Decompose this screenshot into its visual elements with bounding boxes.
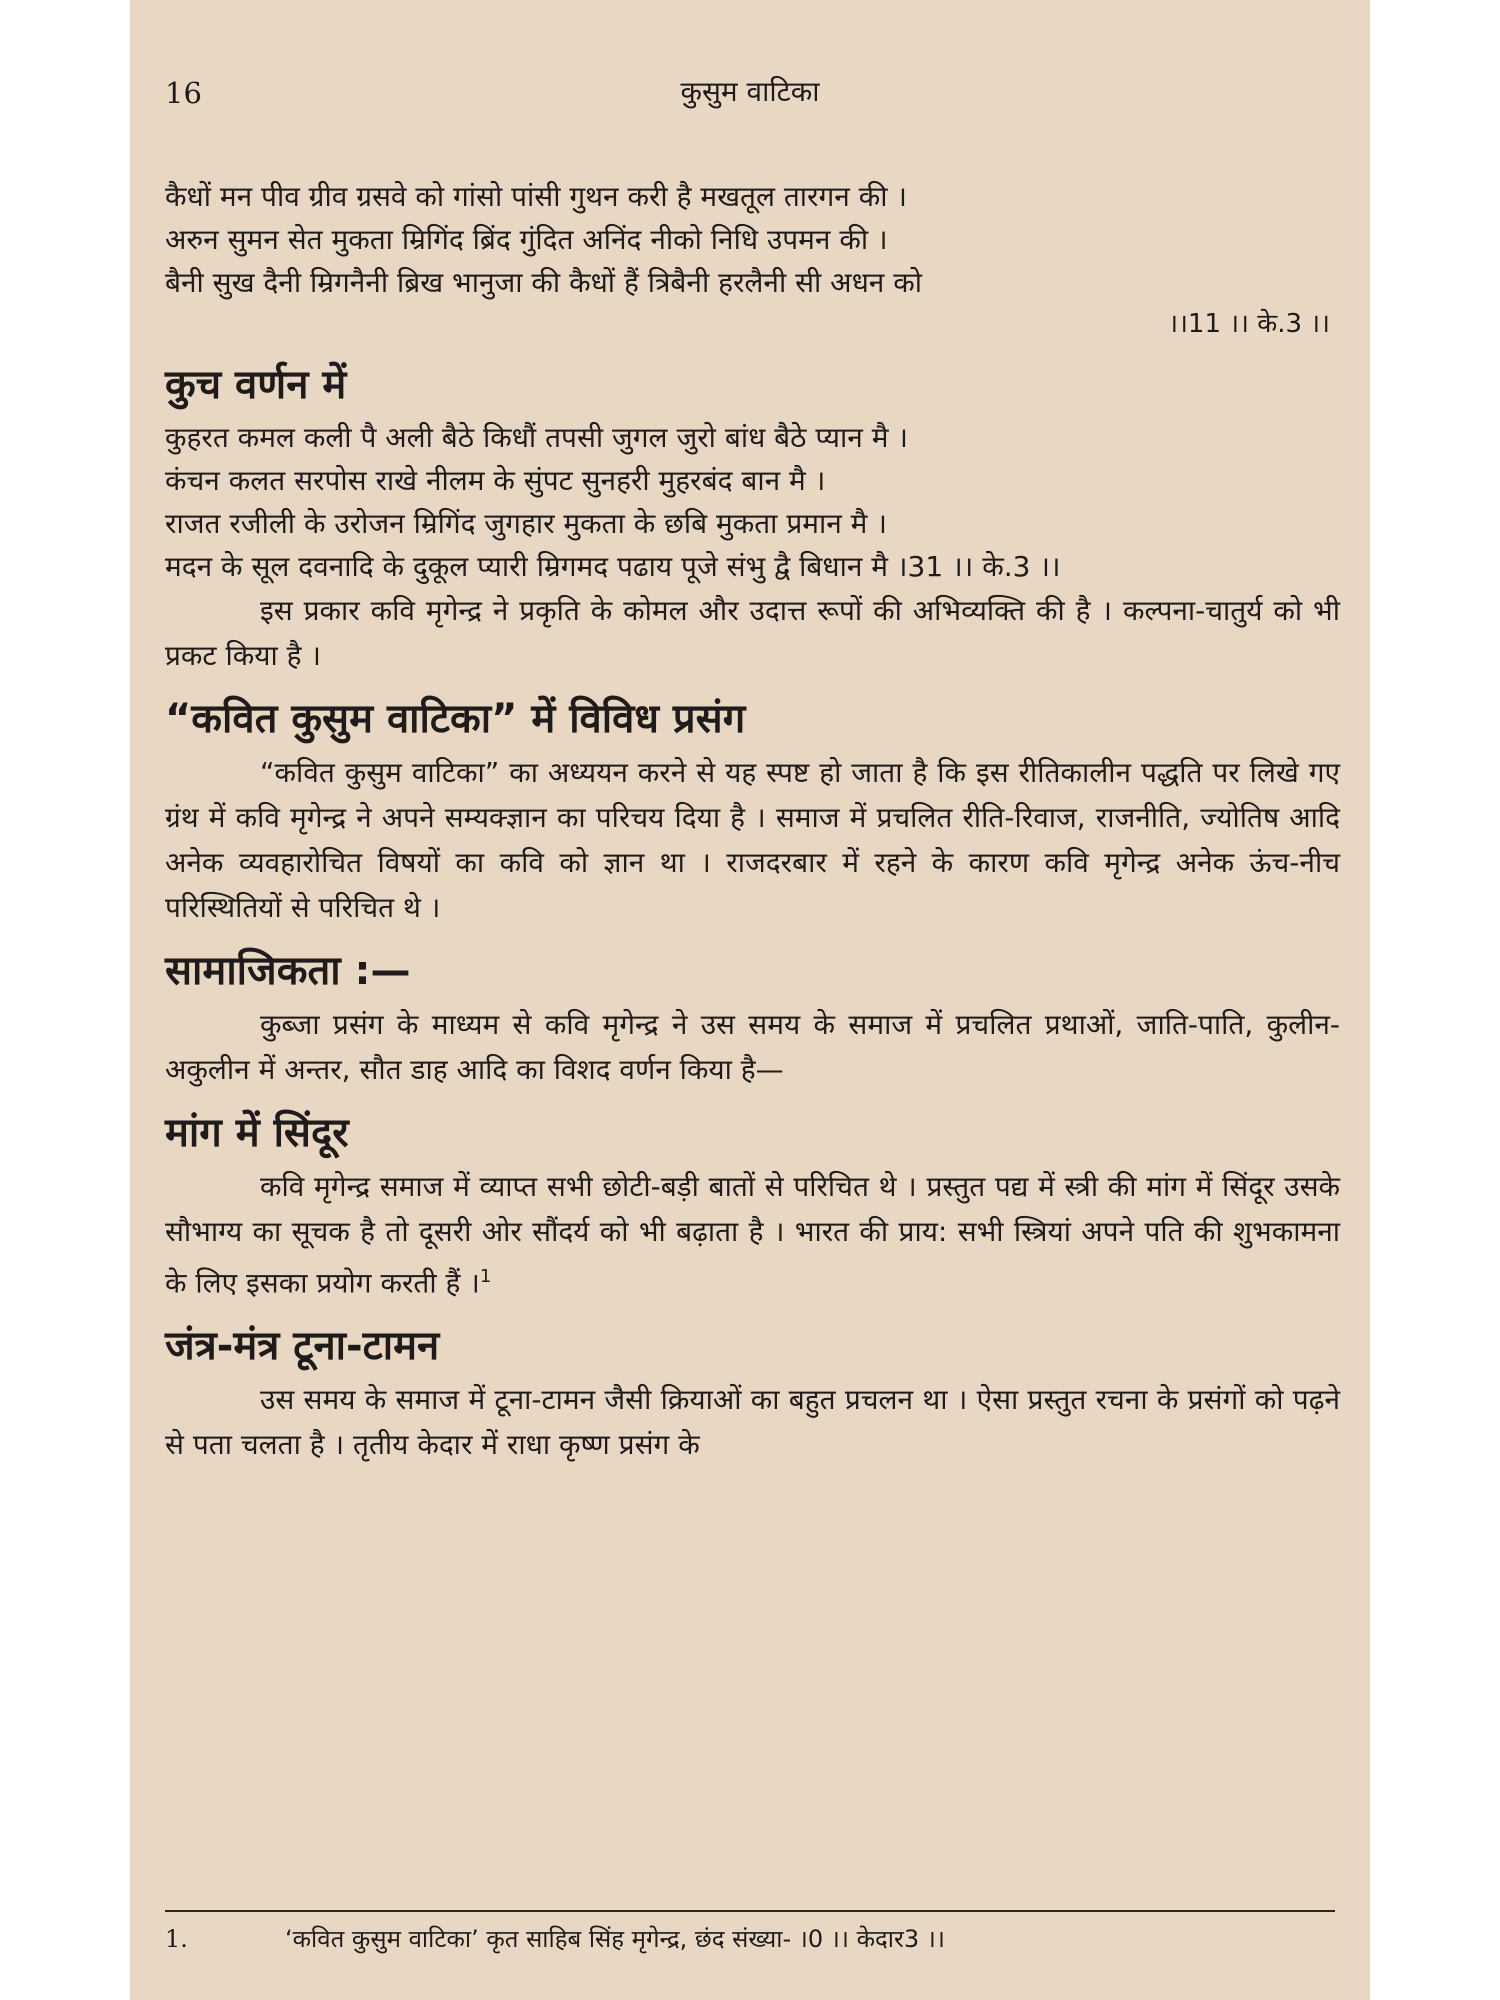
page-number: 16 xyxy=(165,76,202,110)
footnote xyxy=(165,1922,1335,1955)
verse-line: कैधों मन पीव ग्रीव ग्रसवे को गांसो पांसी गुथन करी है मखतूल तारगन की । xyxy=(165,180,907,213)
verse-line: राजत रजीली के उरोजन म्रिगिंद जुगहार मुकता के छबि मुकता प्रमान मै । xyxy=(165,507,887,540)
page-header xyxy=(165,68,1335,118)
body-paragraph: “कवित कुसुम वाटिका” का अध्ययन करने से यह स्पष्ट हो जाता है कि इस रीतिकालीन पद्धति पर लिखे गए ग्रंथ में कवि मृगेन्द्र ने अपने सम्यक्ज्ञान का परिचय दिया है । समाज में प्रचलित रीति-रिवाज, राजनीति, ज्योतिष आदि अनेक व्यवहारोचित विषयों का कवि को ज्ञान था । राजदरबार में रहने के कारण कवि मृगेन्द्र अनेक ऊंच-नीच परिस्थितियों से परिचित थे । xyxy=(165,756,1340,924)
footnote-number: 1. xyxy=(165,1925,188,1953)
section-heading: मांग में सिंदूर xyxy=(165,1110,349,1156)
body-paragraph: उस समय के समाज में टूना-टामन जैसी क्रियाओं का बहुत प्रचलन था । ऐसा प्रस्तुत रचना के प्रसंगों को पढ़ने से पता चलता है । तृतीय केदार में राधा कृष्ण प्रसंग के xyxy=(165,1383,1340,1462)
body-paragraph: इस प्रकार कवि मृगेन्द्र ने प्रकृति के कोमल और उदात्त रूपों की अभिव्यक्ति की है । कल्पना-चातुर्य को भी प्रकट किया है । xyxy=(165,594,1340,672)
book-page xyxy=(130,0,1370,2000)
verse-line: बैनी सुख दैनी म्रिगनैनी ब्रिख भानुजा की कैधों हैं त्रिबैनी हरलैनी सी अधन को xyxy=(165,266,922,299)
footnote-text: ‘कवित कुसुम वाटिका’ कृत साहिब सिंह मृगेन्द्र, छंद संख्या- ।0 ।। केदार3 ।। xyxy=(285,1925,945,1953)
verse-block xyxy=(165,416,1340,588)
running-title: कुसुम वाटिका xyxy=(680,75,820,108)
body-paragraph xyxy=(165,1164,1340,1305)
section-heading: जंत्र-मंत्र टूना-टामन xyxy=(165,1323,440,1370)
section-heading: “कवित कुसुम वाटिका” में विविध प्रसंग xyxy=(165,696,746,742)
page-body xyxy=(165,175,1340,1467)
section-heading: सामाजिकता :— xyxy=(165,948,411,994)
section-heading: कुच वर्णन में xyxy=(165,362,347,408)
verse-line: मदन के सूल दवनादि के दुकूल प्यारी म्रिगमद पढाय पूजे संभु द्वै बिधान मै ।31 ।। के.3 ।। xyxy=(165,550,1061,583)
verse-block xyxy=(165,175,1340,344)
verse-reference: ।।11 ।। के.3 ।। xyxy=(1168,309,1330,339)
verse-line: अरुन सुमन सेत मुकता म्रिगिंद ब्रिंद गुंदित अनिंद नीको निधि उपमन की । xyxy=(165,223,888,256)
paragraph-text: कवि मृगेन्द्र समाज में व्याप्त सभी छोटी-बड़ी बातों से परिचित थे । प्रस्तुत पद्य में स्त्री की मांग में सिंदूर उसके सौभाग्य का सूचक है तो दूसरी ओर सौंदर्य को भी बढ़ाता है । भारत की प्राय: सभी स्त्रियां अपने पति की शुभकामना के लिए इसका प्रयोग करती हैं । xyxy=(165,1170,1340,1300)
body-paragraph: कुब्जा प्रसंग के माध्यम से कवि मृगेन्द्र ने उस समय के समाज में प्रचलित प्रथाओं, जाति-पाति, कुलीन-अकुलीन में अन्तर, सौत डाह आदि का विशद वर्णन किया है— xyxy=(165,1008,1340,1086)
footnote-marker: 1 xyxy=(479,1266,492,1287)
verse-line: कुहरत कमल कली पै अली बैठे किधौं तपसी जुगल जुरो बांध बैठे प्यान मै । xyxy=(165,421,908,454)
footnote-divider xyxy=(165,1910,1335,1912)
verse-line: कंचन कलत सरपोस राखे नीलम के सुंपट सुनहरी मुहरबंद बान मै । xyxy=(165,464,826,497)
